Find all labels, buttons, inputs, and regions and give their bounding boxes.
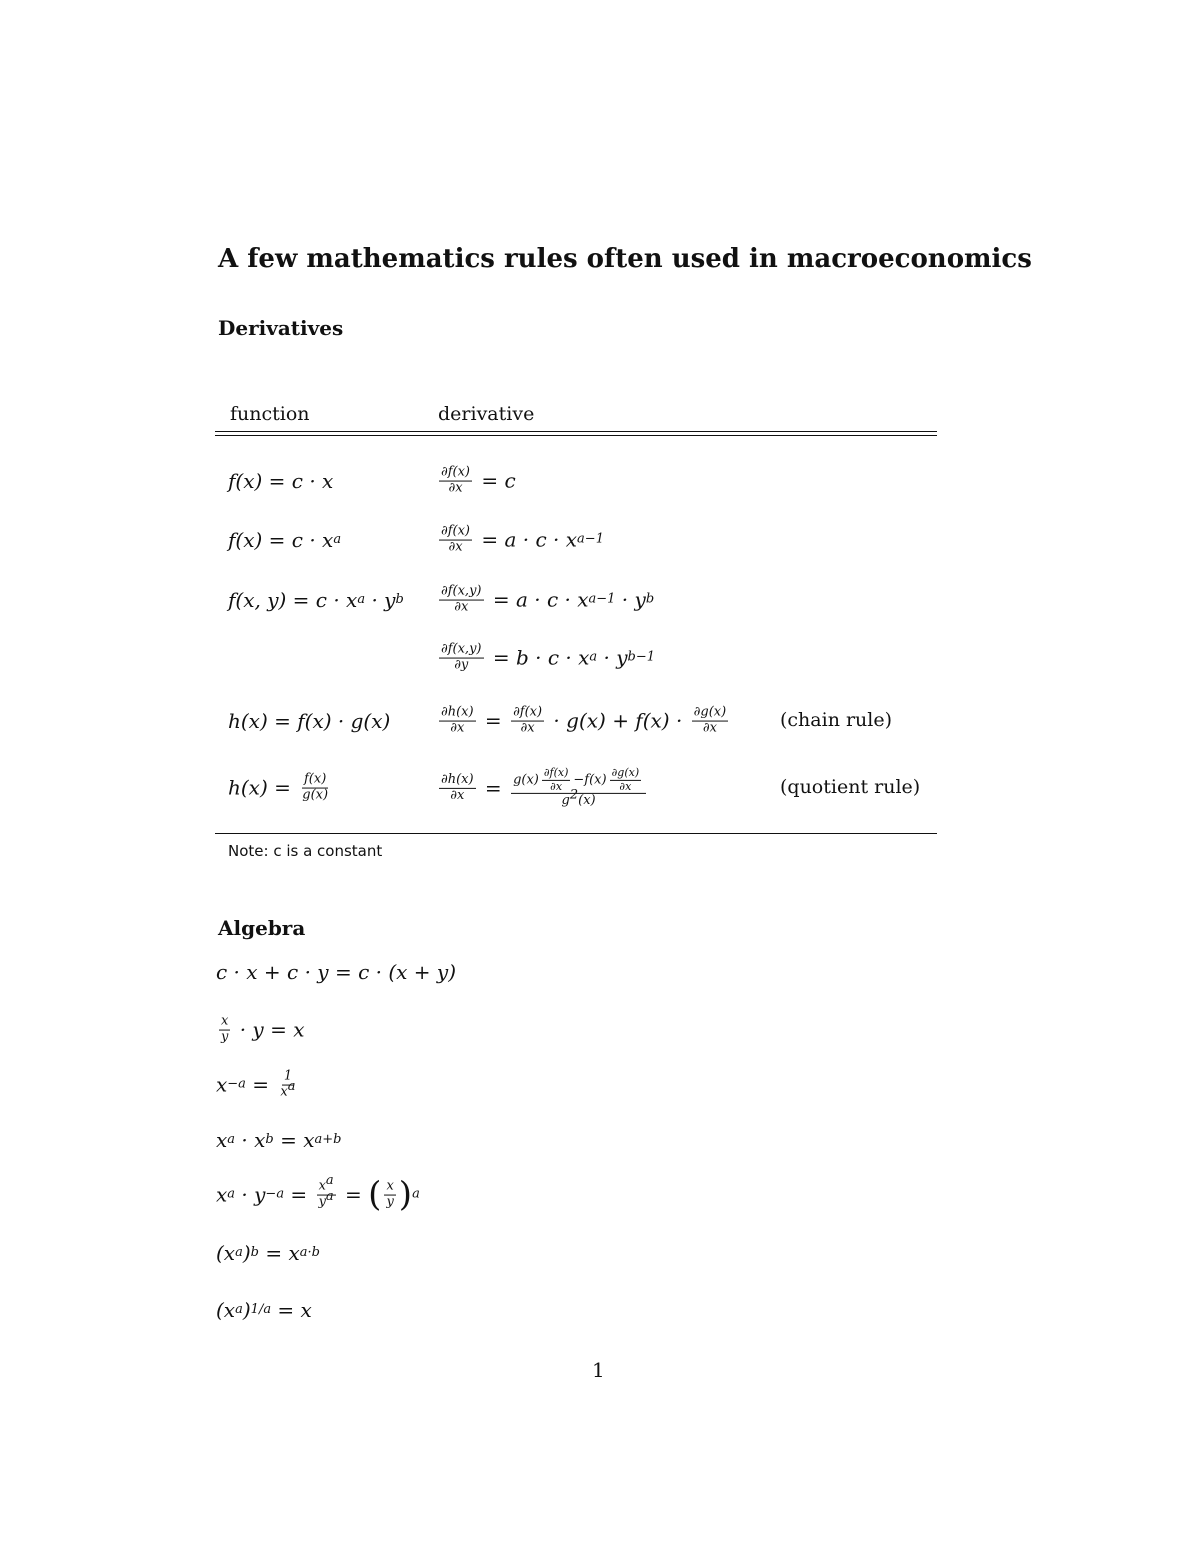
denominator xyxy=(452,601,470,616)
math-text: ∂x xyxy=(702,720,717,736)
fraction xyxy=(511,767,646,809)
math-text: · y xyxy=(365,588,396,612)
math-text: x xyxy=(216,1128,228,1152)
numerator xyxy=(439,466,472,482)
fraction xyxy=(439,466,472,497)
numerator xyxy=(511,767,646,794)
math-text: ∂x xyxy=(454,599,469,615)
math-text: y xyxy=(221,1029,229,1045)
math-text: = xyxy=(478,709,509,733)
denominator xyxy=(560,787,598,809)
math-text: = x xyxy=(259,1241,300,1265)
rule-label: (chain rule) xyxy=(780,709,893,731)
math-text: ∂f(x,y) xyxy=(441,641,482,657)
math-text: f(x, y) = c · x xyxy=(228,588,358,612)
denominator xyxy=(278,1079,297,1101)
math-text: g(x) xyxy=(302,787,329,803)
math-text: −f(x) xyxy=(573,772,607,788)
denominator xyxy=(300,789,330,804)
algebra-equation xyxy=(216,1015,304,1046)
math-text: ) xyxy=(242,1298,251,1322)
math-text: · y xyxy=(597,646,628,670)
math-text: ∂f(x) xyxy=(543,765,569,779)
denominator xyxy=(219,1031,230,1046)
column-header-derivative: derivative xyxy=(438,403,535,425)
numerator xyxy=(511,706,544,722)
numerator xyxy=(439,643,484,659)
math-text: = a · c · x xyxy=(475,528,578,552)
math-text: c · x + c · y = c · (x + y) xyxy=(216,960,456,984)
superscript: a xyxy=(325,1189,334,1205)
denominator xyxy=(384,1196,395,1211)
math-text: ∂g(x) xyxy=(693,704,727,720)
fraction xyxy=(439,585,484,616)
math-text: · y = x xyxy=(233,1018,305,1042)
math-text: ∂x xyxy=(450,720,465,736)
numerator xyxy=(610,767,642,781)
numerator xyxy=(439,585,484,601)
math-text: = xyxy=(338,1183,369,1207)
fraction xyxy=(317,1173,336,1211)
numerator xyxy=(384,1180,395,1196)
math-text: f(x) = c · x xyxy=(228,469,334,493)
function-cell xyxy=(228,773,333,804)
math-text: ∂h(x) xyxy=(441,704,474,720)
large-parenthesis: ) xyxy=(398,1174,413,1215)
math-text: ∂x xyxy=(550,779,563,793)
math-text: · y xyxy=(235,1183,266,1207)
math-text: x xyxy=(280,1084,288,1100)
math-text: · y xyxy=(615,588,646,612)
superscript: a xyxy=(325,1173,334,1189)
math-text: 1 xyxy=(283,1068,293,1084)
denominator xyxy=(519,722,537,737)
math-text: x xyxy=(318,1178,326,1194)
derivative-cell xyxy=(436,767,649,809)
math-text: x xyxy=(386,1178,394,1194)
math-text: (x xyxy=(216,1298,236,1322)
math-text: g xyxy=(561,793,570,809)
fraction xyxy=(278,1070,297,1101)
math-text: ∂f(x) xyxy=(441,464,471,480)
derivative-cell: $\frac{\partial f(x)}{\partial x}$ = a · c · x a−1 xyxy=(441,523,604,555)
function-cell: f(x, y) = c · x a · y b xyxy=(228,588,404,612)
math-text: (x) xyxy=(578,793,596,809)
math-text: h(x) = f(x) · g(x) xyxy=(228,709,391,733)
numerator xyxy=(439,525,472,541)
math-text: ) xyxy=(242,1241,251,1265)
math-text: f(x) = c · x xyxy=(228,528,334,552)
denominator xyxy=(446,541,464,556)
fraction xyxy=(439,643,484,674)
table-bottom-rule xyxy=(215,833,937,834)
function-cell xyxy=(228,711,390,731)
function-cell: f(x) = c · x a xyxy=(228,528,342,552)
fraction xyxy=(692,706,729,737)
math-text: ∂x xyxy=(450,787,465,803)
math-text: ∂x xyxy=(448,539,463,555)
math-text: ∂f(x) xyxy=(513,704,543,720)
math-text: · g(x) + f(x) · xyxy=(547,709,689,733)
table-top-rule xyxy=(215,431,937,432)
math-text: = xyxy=(284,1183,314,1207)
rule-label: (quotient rule) xyxy=(780,776,921,798)
numerator xyxy=(439,773,476,789)
denominator xyxy=(448,722,466,737)
denominator xyxy=(317,1189,336,1211)
algebra-equation: (x a ) 1/a = x xyxy=(216,1298,312,1322)
math-text: x xyxy=(221,1013,229,1029)
fraction xyxy=(439,706,476,737)
section-heading-algebra: Algebra xyxy=(218,916,306,940)
fraction xyxy=(542,767,571,793)
math-text: x xyxy=(216,1183,228,1207)
page-number: 1 xyxy=(592,1358,605,1382)
math-text: = xyxy=(245,1073,276,1097)
denominator xyxy=(452,659,470,674)
fraction xyxy=(384,1180,395,1211)
math-text: · x xyxy=(235,1128,266,1152)
denominator xyxy=(446,482,464,497)
derivative-cell: $\frac{\partial f(x,y)}{\partial x}$ = a · c · x a−1 · y b xyxy=(441,583,655,615)
math-text: (x xyxy=(216,1241,236,1265)
math-text: ∂x xyxy=(520,720,535,736)
math-text: = b · c · x xyxy=(486,646,590,670)
algebra-equation: x a · x b = x a+b xyxy=(216,1128,342,1152)
derivative-cell xyxy=(436,466,516,497)
section-heading-derivatives: Derivatives xyxy=(218,316,344,340)
fraction xyxy=(219,1015,230,1046)
math-text: = x xyxy=(271,1298,312,1322)
math-text: y xyxy=(386,1194,394,1210)
superscript: 2 xyxy=(569,787,579,803)
math-text: ∂g(x) xyxy=(611,765,640,779)
numerator xyxy=(302,773,328,789)
math-text: = c xyxy=(475,469,516,493)
fraction xyxy=(439,525,472,556)
algebra-equation xyxy=(216,962,456,982)
math-text: ∂x xyxy=(448,480,463,496)
derivative-cell: $\frac{\partial f(x,y)}{\partial y}$ = b · c · x a · y b−1 xyxy=(441,641,656,673)
numerator xyxy=(439,706,476,722)
math-text: ∂f(x,y) xyxy=(441,583,482,599)
math-text: f(x) xyxy=(304,771,327,787)
fraction xyxy=(439,773,476,804)
math-text: g(x) xyxy=(513,772,539,788)
numerator xyxy=(219,1015,230,1031)
math-text: ∂y xyxy=(454,657,469,673)
page-title: A few mathematics rules often used in macroeconomics xyxy=(218,244,1032,274)
algebra-equation: x a · y −a = $\frac{x^a}{y^a}$ = ( $\frac{x}{y}$ ) a xyxy=(216,1173,420,1215)
denominator xyxy=(617,781,633,794)
numerator xyxy=(542,767,571,781)
algebra-equation: (x a ) b = x a·b xyxy=(216,1241,320,1265)
algebra-equation: x −a = $\frac{1}{x^a}$ xyxy=(216,1068,296,1100)
numerator xyxy=(692,706,729,722)
math-text: = xyxy=(478,776,509,800)
math-text: ∂x xyxy=(619,779,632,793)
math-text: h(x) = xyxy=(228,776,298,800)
denominator xyxy=(701,722,719,737)
column-header-function: function xyxy=(230,403,310,425)
table-top-rule-2 xyxy=(215,435,937,436)
math-text: x xyxy=(216,1073,228,1097)
derivative-cell xyxy=(436,706,731,737)
fraction xyxy=(511,706,544,737)
denominator xyxy=(548,781,564,794)
denominator xyxy=(448,789,466,804)
superscript: a xyxy=(287,1079,296,1095)
fraction xyxy=(610,767,642,793)
math-text: y xyxy=(318,1194,326,1210)
math-text: ∂f(x) xyxy=(441,523,471,539)
large-parenthesis: ( xyxy=(368,1174,382,1215)
fraction xyxy=(300,773,330,804)
function-cell xyxy=(228,471,333,491)
math-text: ∂h(x) xyxy=(441,771,474,787)
math-text: = a · c · x xyxy=(486,588,589,612)
math-text: = x xyxy=(273,1128,315,1152)
table-note: Note: c is a constant xyxy=(228,842,383,860)
